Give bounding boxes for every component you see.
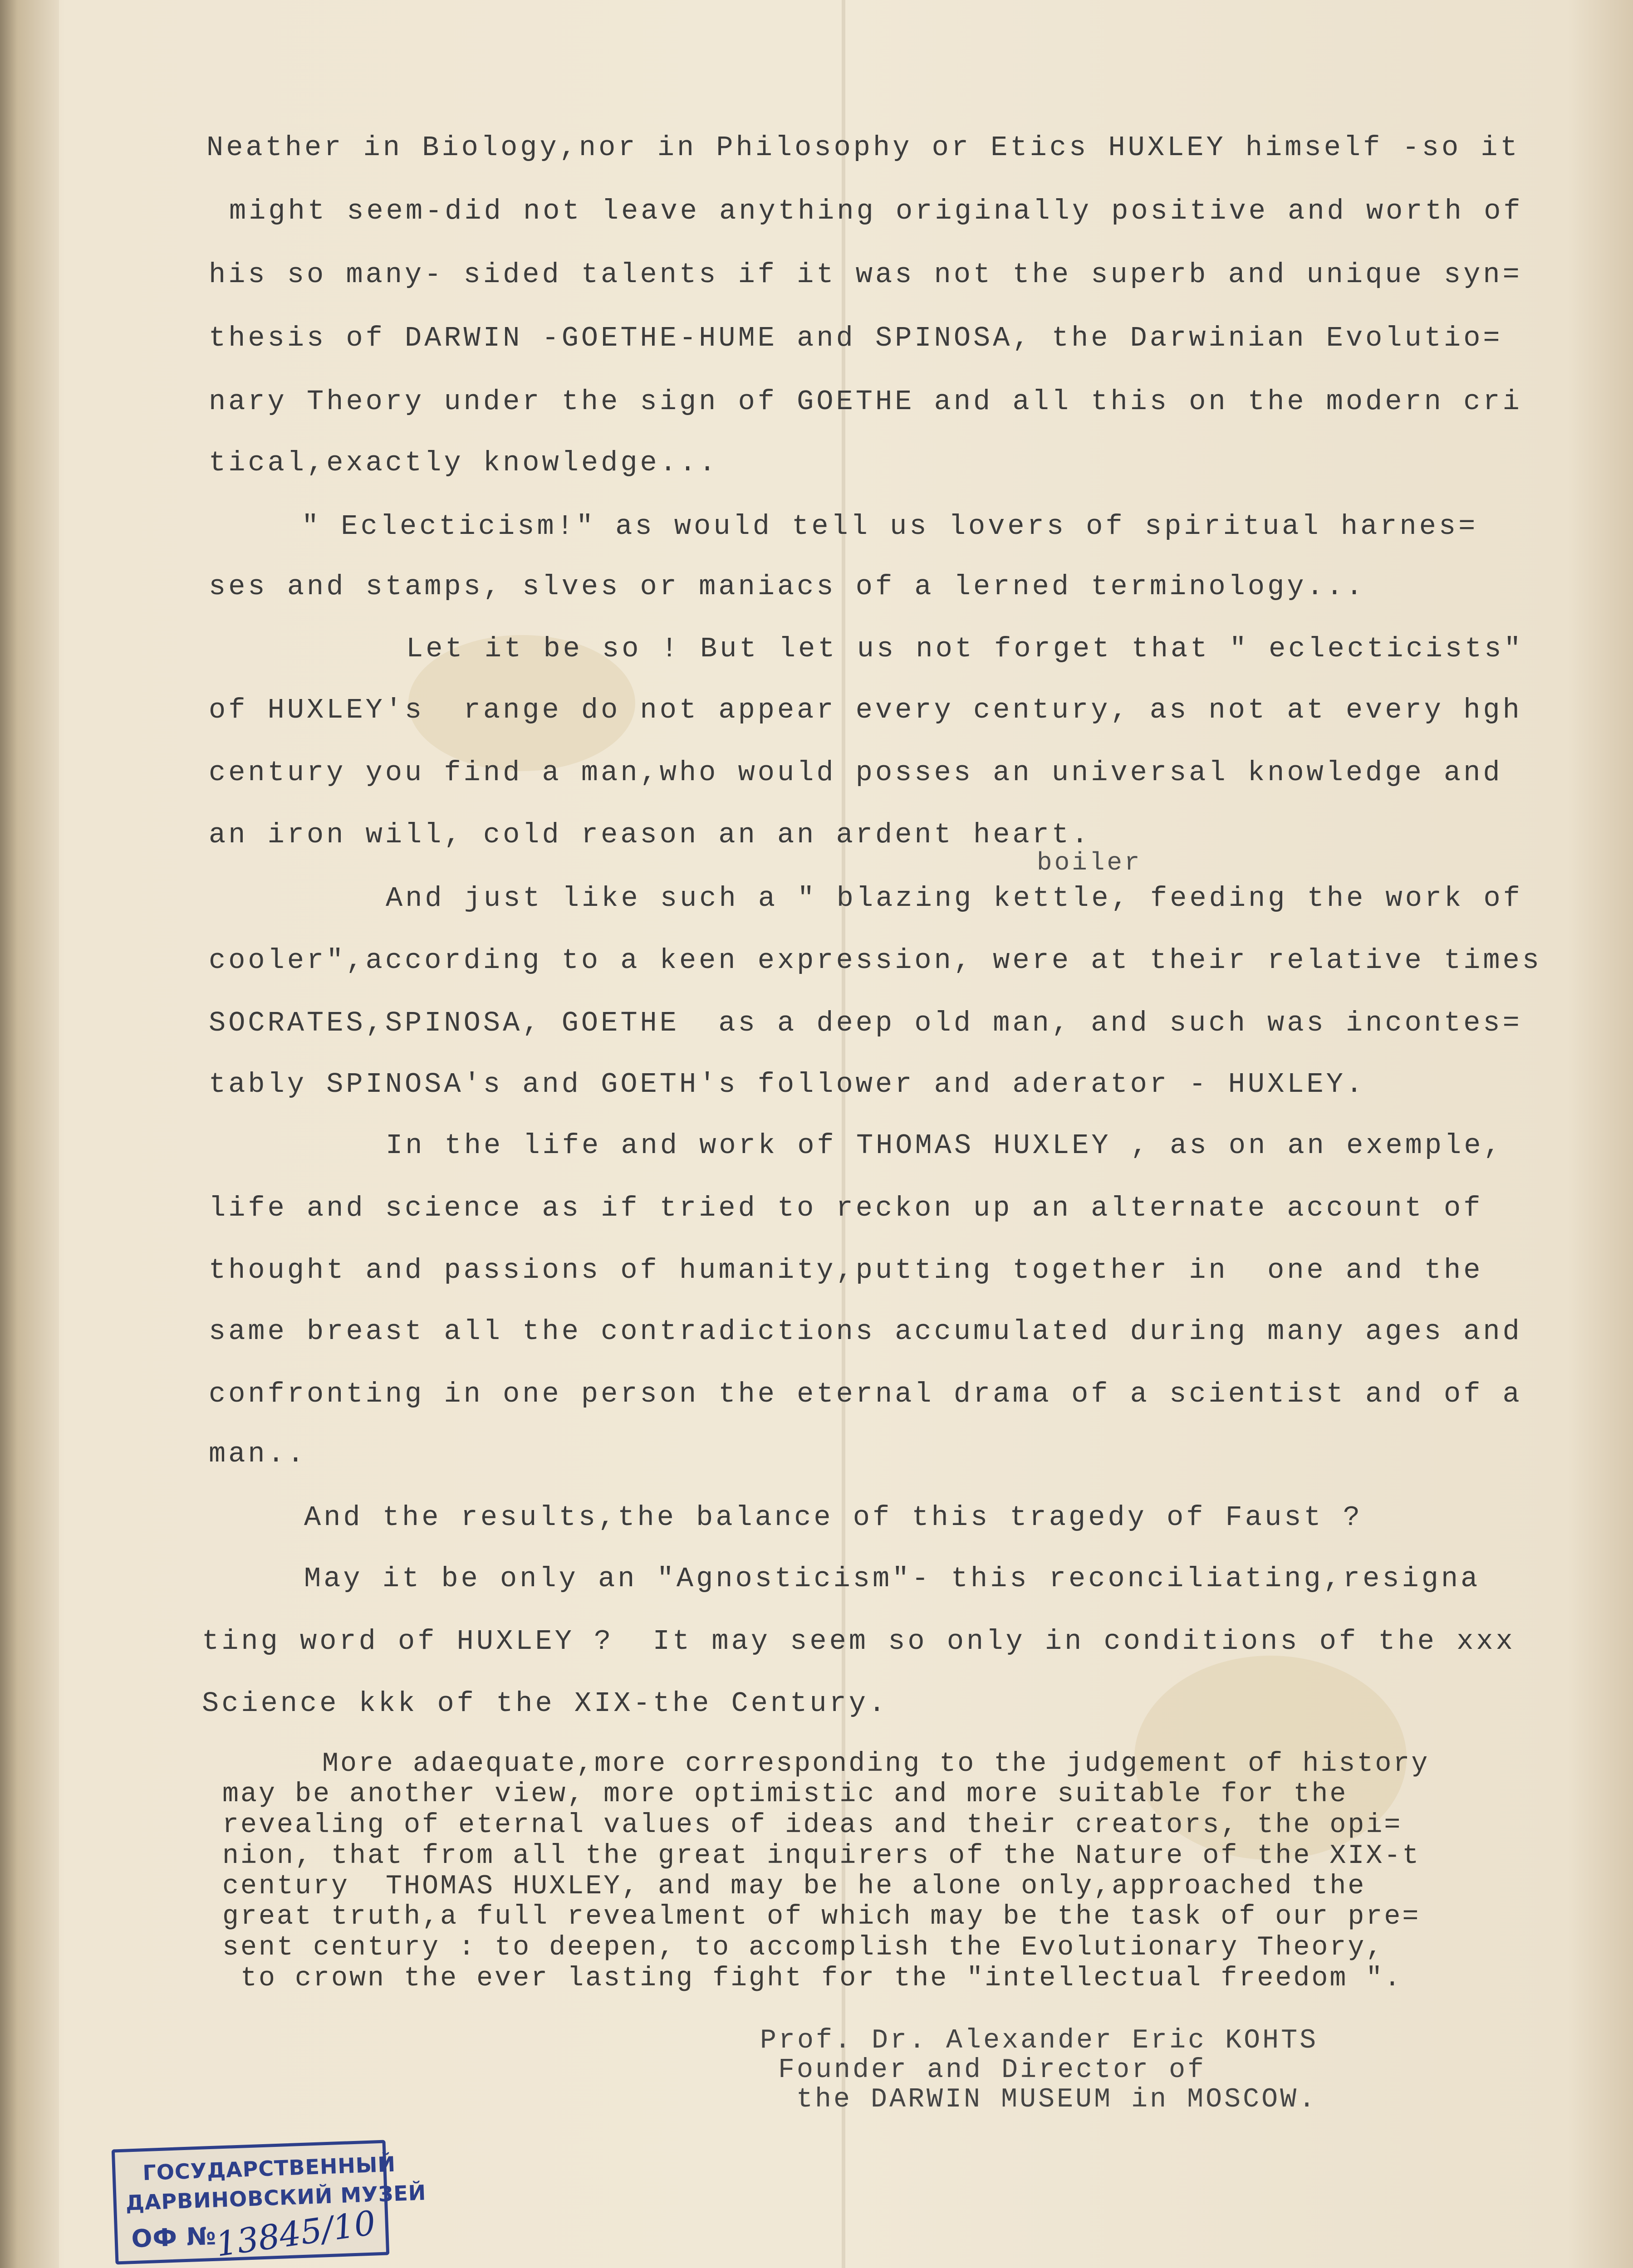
stamp-line-1: ГОСУДАРСТВЕННЫЙ bbox=[142, 2151, 396, 2185]
text-line: Science kkk of the XIX-the Century. bbox=[202, 1687, 888, 1720]
text-line: ses and stamps, slves or maniacs of a lerned terminology... bbox=[209, 571, 1366, 603]
text-line: Neather in Biology,nor in Philosophy or Etics HUXLEY himself -so it bbox=[206, 132, 1520, 164]
text-line: " Eclecticism!" as would tell us lovers of spiritual harnes= bbox=[302, 510, 1478, 543]
signature-institution: the DARWIN MUSEUM in MOSCOW. bbox=[796, 2084, 1318, 2115]
archive-stamp bbox=[112, 2140, 427, 2265]
text-line: ting word of HUXLEY ? It may seem so only in conditions of the xxx bbox=[202, 1625, 1515, 1657]
text-line: life and science as if tried to reckon up an alternate account of bbox=[209, 1192, 1483, 1224]
text-line: revealing of eternal values of ideas and their creators, the opi= bbox=[222, 1810, 1403, 1841]
stamp-inventory-number: 13845/10 bbox=[213, 2203, 378, 2264]
text-line: May it be only an "Agnosticism"- this reconciliating,resigna bbox=[304, 1563, 1481, 1595]
text-line: And the results,the balance of this tragedy of Faust ? bbox=[304, 1501, 1363, 1534]
text-line: In the life and work of THOMAS HUXLEY , as on an exemple, bbox=[386, 1129, 1503, 1162]
text-line: thought and passions of humanity,putting together in one and the bbox=[209, 1254, 1483, 1286]
text-line: confronting in one person the eternal drama of a scientist and of a bbox=[209, 1378, 1522, 1410]
text-line: Let it be so ! But let us not forget that " eclecticists" bbox=[406, 633, 1524, 665]
signature-name: Prof. Dr. Alexander Eric KOHTS bbox=[760, 2025, 1319, 2056]
page-left-edge bbox=[0, 0, 59, 2268]
text-line: may be another view, more optimistic and more suitable for the bbox=[222, 1779, 1348, 1810]
signature-title: Founder and Director of bbox=[778, 2055, 1206, 2086]
handwritten-annotation: boiler bbox=[1037, 848, 1142, 877]
text-line: tical,exactly knowledge... bbox=[209, 447, 719, 479]
stamp-prefix: ОФ № bbox=[131, 2221, 217, 2253]
text-line: nary Theory under the sign of GOETHE and all this on the modern cri bbox=[209, 386, 1522, 418]
text-line: to crown the ever lasting fight for the "intellectual freedom ". bbox=[240, 1963, 1403, 1994]
text-line: an iron will, cold reason an an ardent heart. bbox=[209, 819, 1091, 851]
text-line: century THOMAS HUXLEY, and may be he alone only,approached the bbox=[222, 1871, 1366, 1902]
text-line: tably SPINOSA's and GOETH's follower and aderator - HUXLEY. bbox=[209, 1068, 1366, 1100]
text-line: man.. bbox=[209, 1438, 307, 1470]
text-line: nion, that from all the great inquirers of the Nature of the XIX-t bbox=[222, 1841, 1421, 1872]
text-line: thesis of DARWIN -GOETHE-HUME and SPINOSA, the Darwinian Evolutio= bbox=[209, 322, 1503, 354]
text-line: same breast all the contradictions accumulated during many ages and bbox=[209, 1315, 1522, 1348]
text-line: More adaequate,more corresponding to the judgement of history bbox=[322, 1749, 1430, 1779]
text-line: And just like such a " blazing kettle, feeding the work of bbox=[386, 882, 1523, 914]
stamp-line-2: ДАРВИНОВСКИЙ МУЗЕЙ bbox=[125, 2180, 427, 2215]
text-line: great truth,a full revealment of which may be the task of our pre= bbox=[222, 1901, 1421, 1932]
text-line: of HUXLEY's range do not appear every century, as not at every hgh bbox=[209, 694, 1522, 726]
text-line: sent century : to deepen, to accomplish the Evolutionary Theory, bbox=[222, 1932, 1384, 1963]
text-line: his so many- sided talents if it was not the superb and unique syn= bbox=[209, 259, 1522, 291]
text-line: SOCRATES,SPINOSA, GOETHE as a deep old man, and such was incontes= bbox=[209, 1007, 1522, 1039]
text-line: might seem-did not leave anything originally positive and worth of bbox=[229, 195, 1523, 227]
text-line: century you find a man,who would posses an universal knowledge and bbox=[209, 757, 1503, 789]
text-line: cooler",according to a keen expression, were at their relative times bbox=[209, 944, 1542, 977]
